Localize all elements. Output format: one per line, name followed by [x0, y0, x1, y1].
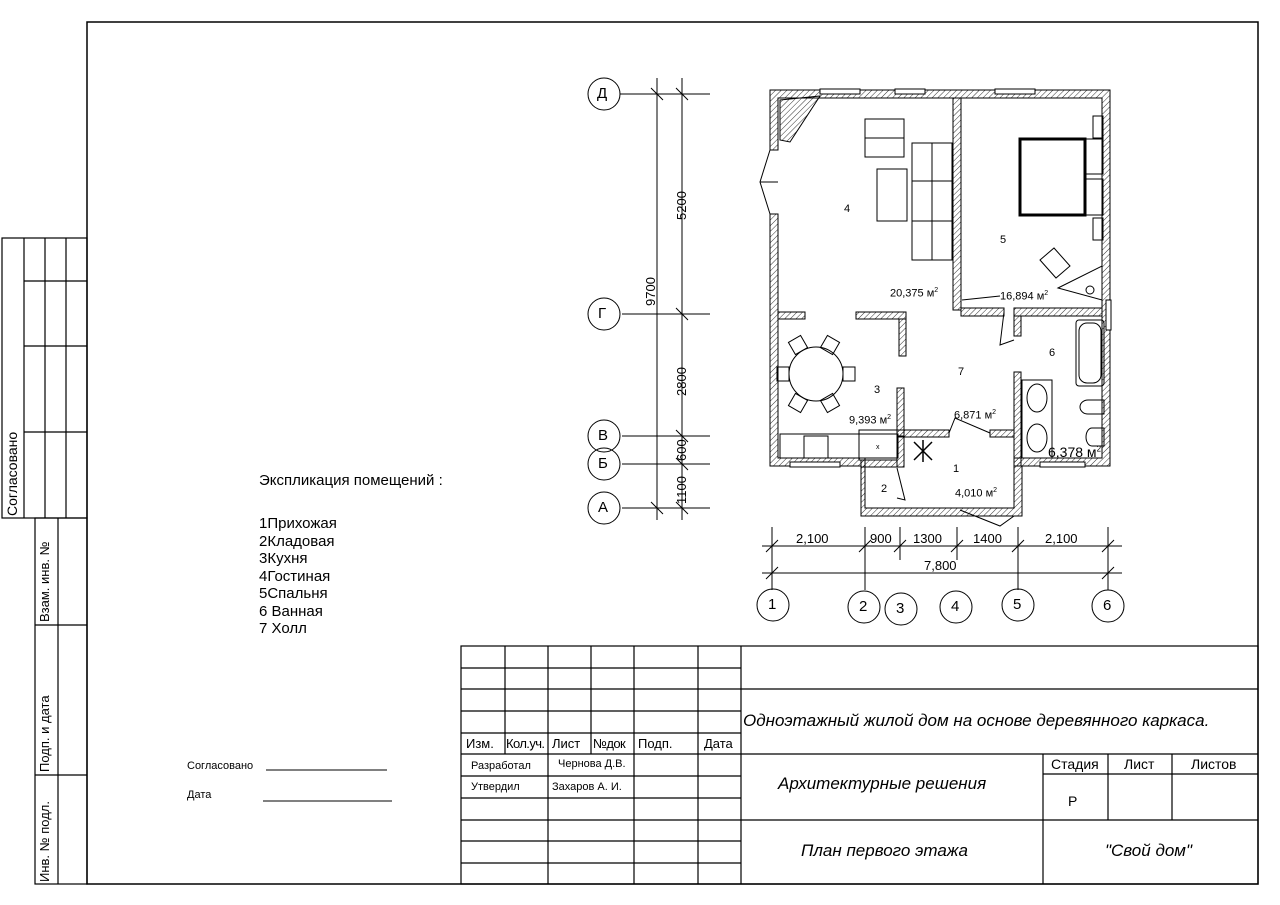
bay-window — [780, 96, 820, 142]
signoff-agreed-label: Согласовано — [187, 760, 254, 772]
living-furniture — [865, 119, 952, 260]
stamp-name-developed: Чернова Д.В. — [558, 758, 626, 770]
area-room-6: 6,378 $м^2$ — [1048, 444, 1102, 460]
stamp-col-koluch: Кол.уч. — [506, 736, 545, 751]
dim-600: 600 — [674, 439, 689, 461]
dim-2800: 2800 — [674, 367, 689, 396]
dim-9700: 9700 — [643, 277, 658, 306]
section-title: Архитектурные решения — [778, 774, 987, 793]
dim-2100-right: 2,100 — [1045, 531, 1078, 546]
drawing-title: План первого этажа — [801, 841, 968, 860]
dim-900: 900 — [870, 531, 892, 546]
dim-1400: 1400 — [973, 531, 1002, 546]
bathroom-fixtures — [1022, 320, 1104, 458]
explication-item: 7 Холл — [259, 620, 307, 637]
axis-number-4: 4 — [951, 598, 960, 615]
stage-label: Стадия — [1051, 756, 1099, 772]
sheets-label: Листов — [1191, 756, 1237, 772]
signoff-date-label: Дата — [187, 789, 212, 801]
floor-plan — [588, 78, 1124, 625]
vertical-dimension-lines — [622, 78, 710, 520]
axis-number-5: 5 — [1013, 596, 1022, 613]
axis-letter-b: Б — [598, 455, 608, 472]
axis-number-2: 2 — [859, 598, 868, 615]
svg-text:x: x — [876, 444, 880, 451]
bedroom-furniture — [1020, 116, 1103, 300]
area-room-7: 6,871 $м^2$ — [954, 409, 997, 422]
stamp-role-developed: Разработал — [471, 760, 531, 772]
room-number-4: 4 — [844, 203, 851, 215]
axis-number-3: 3 — [896, 600, 905, 617]
podp-data-label: Подп. и дата — [37, 695, 52, 772]
stamp-name-approved: Захаров А. И. — [552, 781, 622, 793]
axis-number-6: 6 — [1103, 597, 1112, 614]
explication-item: 4Гостиная — [259, 567, 331, 585]
axis-number-1: 1 — [768, 596, 777, 613]
explication-item: 5Спальня — [259, 585, 328, 602]
axis-letter-d: Д — [597, 85, 608, 102]
explication-item: 3Кухня — [259, 550, 308, 567]
explication-item: 1Прихожая — [259, 515, 337, 532]
dim-5200: 5200 — [674, 191, 689, 220]
room-number-6: 6 — [1049, 347, 1056, 359]
explication-item: 6 Ванная — [259, 602, 323, 620]
vzam-inv-label: Взам. инв. № — [37, 541, 52, 622]
area-room-3: 9,393 $м^2$ — [849, 414, 892, 427]
dim-1300: 1300 — [913, 531, 942, 546]
area-room-1: 4,010 $м^2$ — [955, 487, 998, 500]
axis-bubbles — [588, 78, 1124, 625]
room-number-5: 5 — [1000, 234, 1007, 246]
stamp-col-izm: Изм. — [466, 736, 494, 751]
stamp-col-data: Дата — [704, 736, 733, 751]
area-room-5: 16,894 $м^2$ — [1000, 290, 1049, 303]
inv-podl-label: Инв. № подл. — [37, 801, 52, 882]
stamp-role-approved: Утвердил — [471, 781, 520, 793]
explication-list — [259, 515, 337, 638]
axis-letter-g: Г — [598, 305, 607, 322]
axis-letter-a: А — [598, 499, 609, 516]
dim-2100-left: 2,100 — [796, 531, 829, 546]
living-door — [760, 150, 778, 214]
kitchen-furniture — [777, 335, 898, 460]
project-title: Одноэтажный жилой дом на основе деревянного каркаса. — [743, 711, 1210, 730]
stamp-col-list: Лист — [552, 736, 581, 751]
dim-1100: 1100 — [674, 476, 689, 504]
area-room-4: 20,375 $м^2$ — [890, 287, 939, 300]
stamp-col-podp: Подп. — [638, 736, 673, 751]
room-number-7: 7 — [958, 366, 965, 378]
room-number-2: 2 — [881, 483, 888, 495]
hall-fixture — [914, 440, 932, 462]
explication-item: 2Кладовая — [259, 532, 335, 550]
room-number-1: 1 — [953, 463, 960, 475]
explication-title: Экспликация помещений : — [259, 472, 443, 489]
windows — [790, 89, 1111, 467]
agreed-vertical-label: Согласовано — [4, 431, 20, 516]
sheet-label: Лист — [1124, 756, 1155, 772]
axis-letter-v: В — [598, 427, 609, 444]
company-name: "Свой дом" — [1105, 841, 1192, 860]
stage-value: Р — [1068, 793, 1078, 809]
room-number-3: 3 — [874, 384, 881, 396]
stamp-col-ndok: №док — [593, 736, 626, 751]
dim-7800: 7,800 — [924, 558, 957, 573]
